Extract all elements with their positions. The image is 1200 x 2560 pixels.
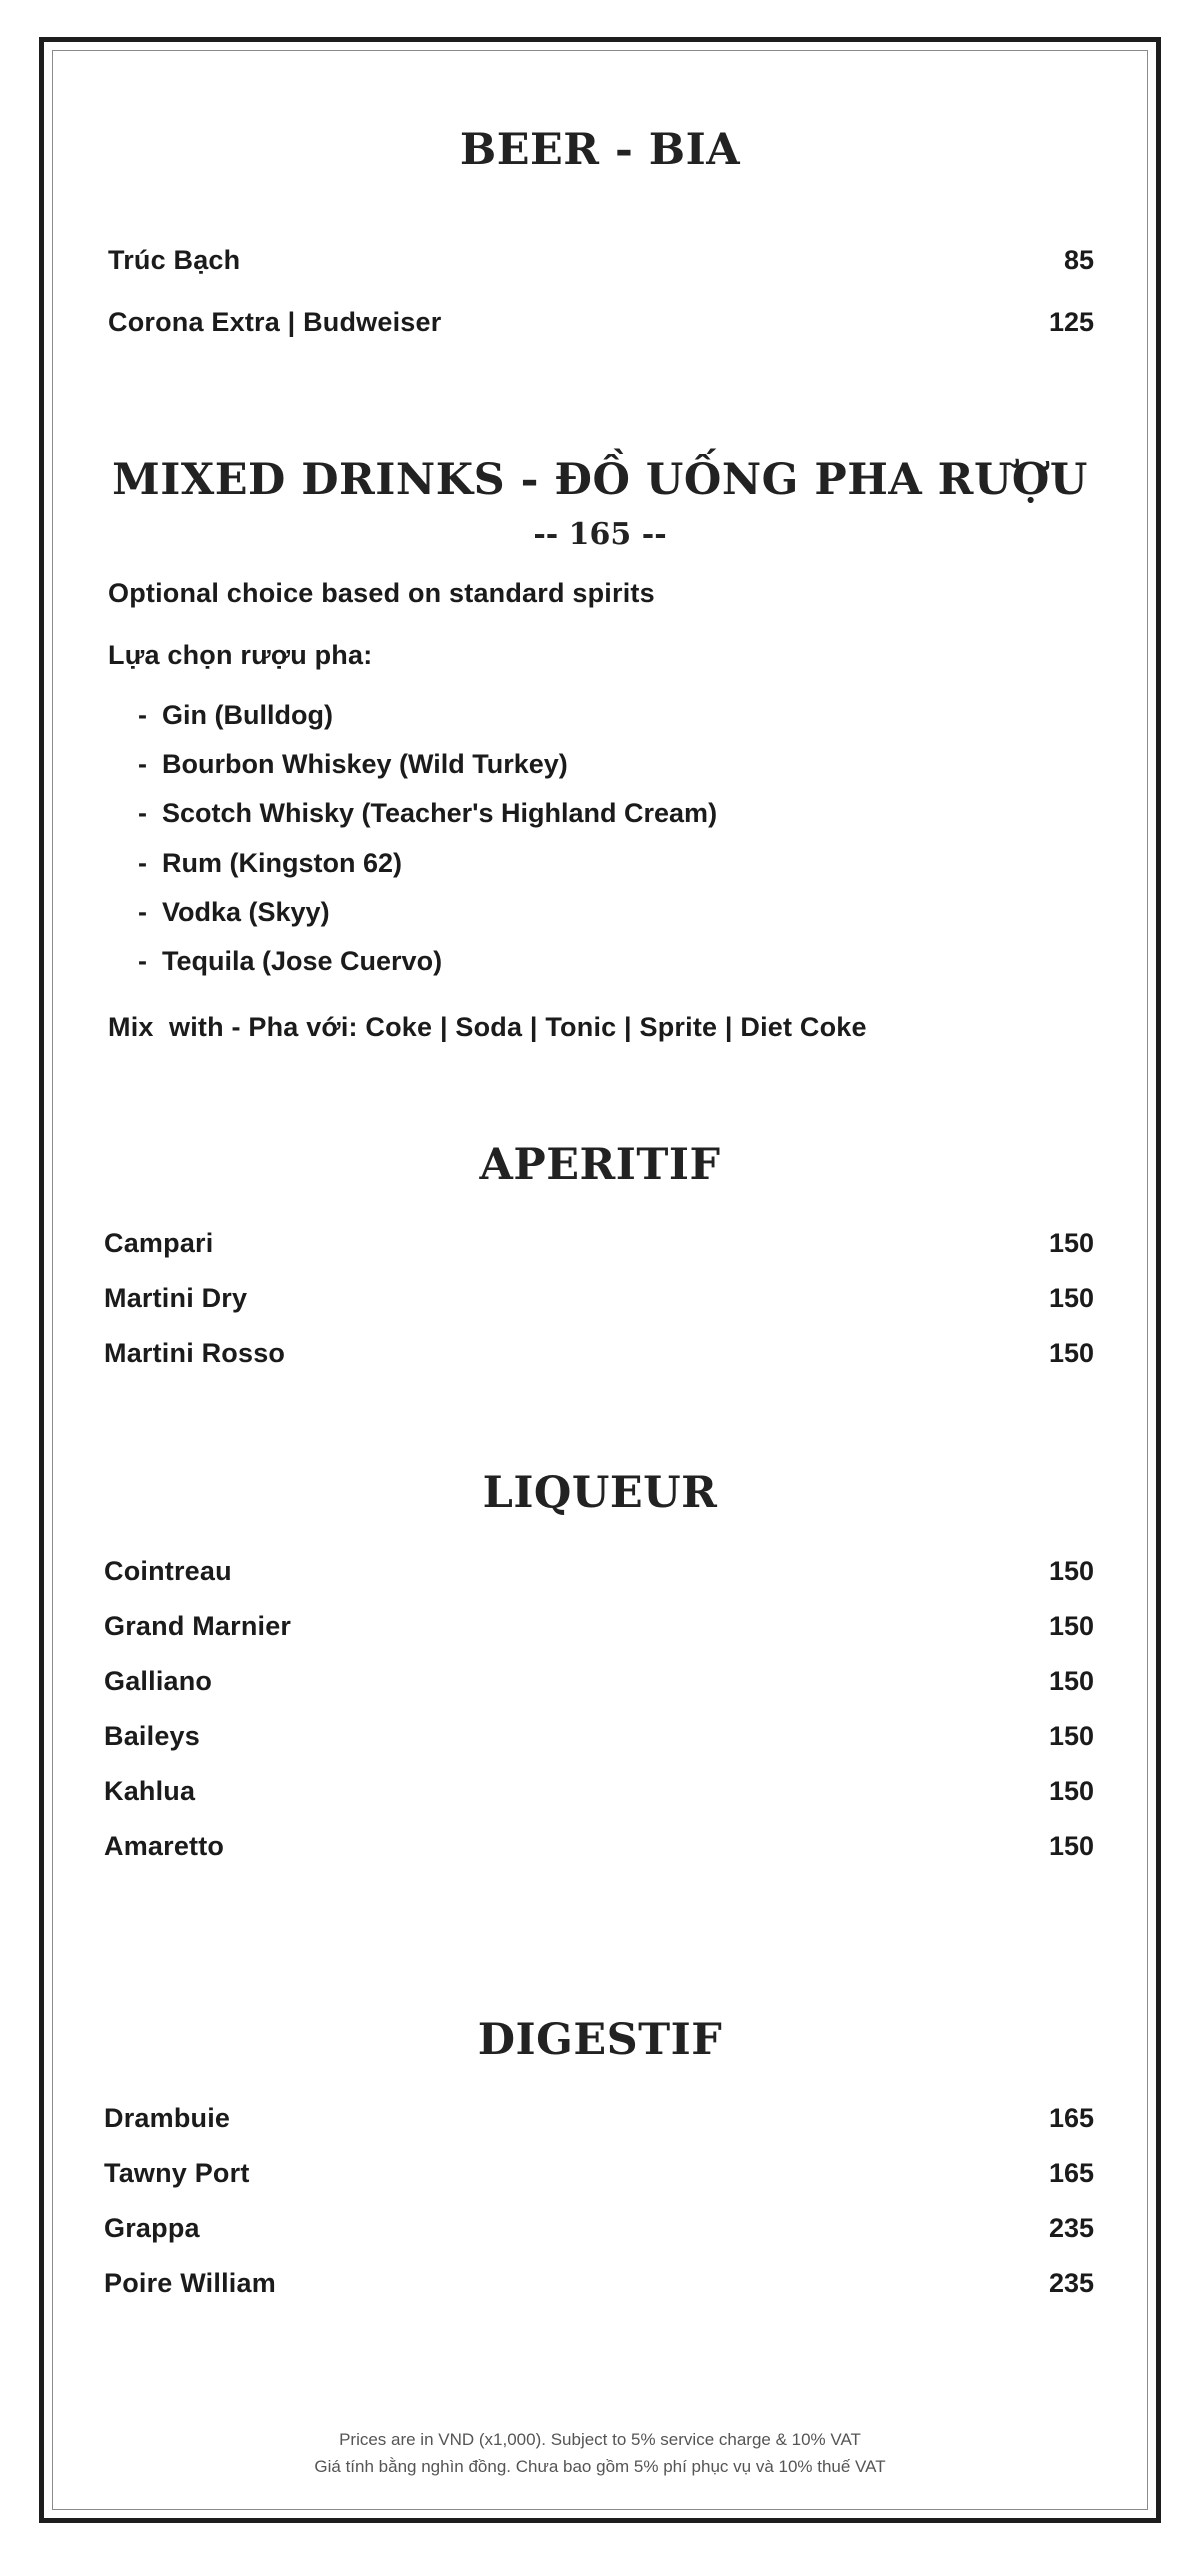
menu-item — [104, 1721, 1094, 1752]
item-price: 165 — [1048, 2158, 1094, 2188]
list-dash: - — [138, 798, 147, 828]
list-dash: - — [138, 848, 147, 878]
item-price: 150 — [1048, 1283, 1094, 1313]
item-price: 150 — [1048, 1611, 1094, 1641]
mixed-note-en: Optional choice based on standard spirits — [108, 578, 655, 608]
item-name: Galliano — [104, 1666, 213, 1696]
item-price: 125 — [1048, 307, 1094, 337]
mixer-options: Mix with - Pha với: Coke | Soda | Tonic | Sprite | Diet Coke — [108, 1012, 867, 1042]
item-price: 150 — [1048, 1666, 1094, 1696]
section-title-liqueur: LIQUEUR — [482, 1468, 718, 1518]
item-name: Cointreau — [104, 1556, 232, 1586]
spirit-option-label: Scotch Whisky (Teacher's Highland Cream) — [162, 798, 718, 828]
item-name: Grappa — [104, 2213, 200, 2243]
item-price: 165 — [1048, 2103, 1094, 2133]
section-title-mixed-drinks: MIXED DRINKS - ĐỒ UỐNG PHA RƯỢU — [112, 455, 1088, 505]
item-name: Amaretto — [104, 1831, 225, 1861]
item-price: 235 — [1048, 2268, 1094, 2298]
list-dash: - — [138, 946, 147, 976]
spirit-option — [138, 946, 442, 977]
item-price: 150 — [1048, 1776, 1094, 1806]
item-name: Drambuie — [104, 2103, 231, 2133]
item-name: Poire William — [104, 2268, 276, 2298]
item-price: 150 — [1048, 1338, 1094, 1368]
spirit-option-label: Tequila (Jose Cuervo) — [162, 946, 443, 976]
spirit-option-label: Rum (Kingston 62) — [162, 848, 402, 878]
spirit-option — [138, 798, 717, 829]
menu-item — [104, 1611, 1094, 1642]
item-name: Grand Marnier — [104, 1611, 292, 1641]
item-price: 150 — [1048, 1831, 1094, 1861]
menu-item — [108, 245, 1094, 276]
spirit-option — [138, 848, 402, 879]
item-name: Trúc Bạch — [108, 245, 241, 275]
item-name: Martini Rosso — [104, 1338, 286, 1368]
item-name: Kahlua — [104, 1776, 196, 1806]
item-price: 235 — [1048, 2213, 1094, 2243]
menu-item — [104, 1831, 1094, 1862]
list-dash: - — [138, 749, 147, 779]
list-dash: - — [138, 700, 147, 730]
item-name: Corona Extra | Budweiser — [108, 307, 442, 337]
menu-item — [104, 2213, 1094, 2244]
menu-item — [104, 2158, 1094, 2189]
spirit-option-label: Gin (Bulldog) — [162, 700, 333, 730]
spirit-option — [138, 897, 330, 928]
footer-note-en: Prices are in VND (x1,000). Subject to 5% service charge & 10% VAT — [339, 2430, 861, 2449]
item-price: 150 — [1048, 1556, 1094, 1586]
section-title-aperitif: APERITIF — [479, 1140, 721, 1190]
section-title-digestif: DIGESTIF — [477, 2015, 723, 2065]
item-name: Martini Dry — [104, 1283, 248, 1313]
item-name: Baileys — [104, 1721, 200, 1751]
menu-item — [104, 1776, 1094, 1807]
menu-item — [104, 1666, 1094, 1697]
mixed-drinks-price: -- 165 -- — [533, 517, 667, 552]
section-title-beer: BEER - BIA — [459, 125, 741, 175]
menu-item — [104, 1283, 1094, 1314]
spirit-option — [138, 700, 333, 731]
inner-border — [52, 50, 1148, 2510]
menu-item — [104, 1338, 1094, 1369]
menu-item — [108, 307, 1094, 338]
menu-item — [104, 2268, 1094, 2299]
footer-note-vi: Giá tính bằng nghìn đồng. Chưa bao gồm 5% phí phục vụ và 10% thuế VAT — [314, 2457, 886, 2476]
spirit-option — [138, 749, 568, 780]
menu-item — [104, 1556, 1094, 1587]
list-dash: - — [138, 897, 147, 927]
item-name: Campari — [104, 1228, 214, 1258]
item-price: 85 — [1063, 245, 1094, 275]
mixed-note-vi: Lựa chọn rượu pha: — [108, 640, 373, 670]
spirit-option-label: Vodka (Skyy) — [162, 897, 330, 927]
item-price: 150 — [1048, 1228, 1094, 1258]
menu-item — [104, 2103, 1094, 2134]
spirit-option-label: Bourbon Whiskey (Wild Turkey) — [162, 749, 568, 779]
item-name: Tawny Port — [104, 2158, 250, 2188]
item-price: 150 — [1048, 1721, 1094, 1751]
menu-item — [104, 1228, 1094, 1259]
